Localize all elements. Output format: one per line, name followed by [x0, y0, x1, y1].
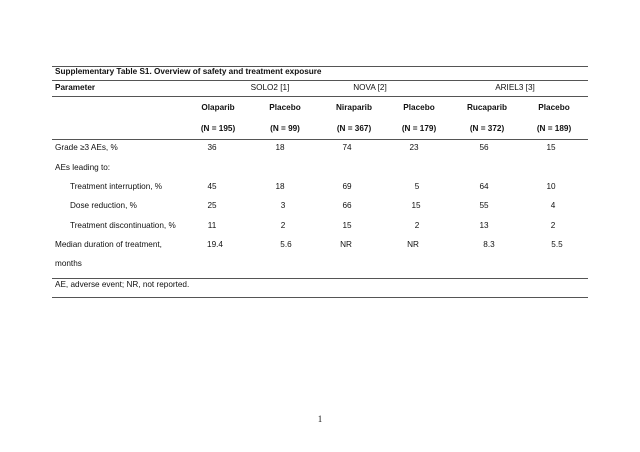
study-ariel3: ARIEL3 [3]	[495, 83, 535, 92]
table-cell: 36	[207, 143, 217, 152]
n-ariel3-placebo: (N = 189)	[536, 124, 572, 133]
study-nova: NOVA [2]	[353, 83, 387, 92]
table-cell: 74	[342, 143, 352, 152]
table-cell: 13	[479, 221, 489, 230]
table-cell: 25	[207, 201, 217, 210]
table-cell: 3	[280, 201, 286, 210]
rule-below-study-names	[52, 96, 588, 97]
table-cell: NR	[407, 240, 419, 249]
table-cell: 56	[479, 143, 489, 152]
table-cell: 11	[207, 221, 217, 230]
table-cell: 10	[546, 182, 556, 191]
table-cell: 4	[550, 201, 556, 210]
rule-below-header	[52, 139, 588, 140]
table-cell: 45	[207, 182, 217, 191]
row-label-discontinuation: Treatment discontinuation, %	[70, 221, 176, 230]
rule-below-body	[52, 278, 588, 279]
table-cell: 5	[414, 182, 420, 191]
arm-ariel3-placebo: Placebo	[538, 103, 570, 112]
arm-olaparib: Olaparib	[201, 103, 235, 112]
arm-niraparib: Niraparib	[336, 103, 372, 112]
table-footnote: AE, adverse event; NR, not reported.	[55, 280, 190, 289]
table-cell: 2	[414, 221, 420, 230]
n-rucaparib: (N = 372)	[469, 124, 505, 133]
table-cell: 15	[342, 221, 352, 230]
n-olaparib: (N = 195)	[200, 124, 236, 133]
row-label-median-duration: Median duration of treatment,	[55, 240, 162, 249]
table-cell: 66	[342, 201, 352, 210]
n-nova-placebo: (N = 179)	[401, 124, 437, 133]
table-cell: 15	[411, 201, 421, 210]
n-niraparib: (N = 367)	[336, 124, 372, 133]
table-cell: NR	[340, 240, 352, 249]
table-cell: 23	[409, 143, 419, 152]
table-cell: 19.4	[207, 240, 223, 249]
rule-bottom	[52, 297, 588, 298]
table-cell: 18	[275, 143, 285, 152]
arm-solo2-placebo: Placebo	[269, 103, 301, 112]
row-label-grade3: Grade ≥3 AEs, %	[55, 143, 118, 152]
table-cell: 55	[479, 201, 489, 210]
table-cell: 5.5	[551, 240, 563, 249]
arm-nova-placebo: Placebo	[403, 103, 435, 112]
parameter-header: Parameter	[55, 83, 96, 92]
study-solo2: SOLO2 [1]	[250, 83, 290, 92]
table-cell: 2	[550, 221, 556, 230]
table-cell: 69	[342, 182, 352, 191]
table-cell: 15	[546, 143, 556, 152]
n-solo2-placebo: (N = 99)	[270, 124, 300, 133]
table-caption: Supplementary Table S1. Overview of safety and treatment exposure	[55, 67, 322, 76]
table-cell: 2	[280, 221, 286, 230]
row-label-median-duration-cont: months	[55, 259, 82, 268]
table-cell: 18	[275, 182, 285, 191]
table-cell: 8.3	[483, 240, 495, 249]
row-label-dose-reduction: Dose reduction, %	[70, 201, 137, 210]
arm-rucaparib: Rucaparib	[466, 103, 508, 112]
row-label-interruption: Treatment interruption, %	[70, 182, 163, 191]
table-cell: 5.6	[280, 240, 292, 249]
page-number: 1	[317, 414, 323, 424]
table-cell: 64	[479, 182, 489, 191]
row-label-aes-leading: AEs leading to:	[55, 163, 111, 172]
rule-below-caption	[52, 80, 588, 81]
